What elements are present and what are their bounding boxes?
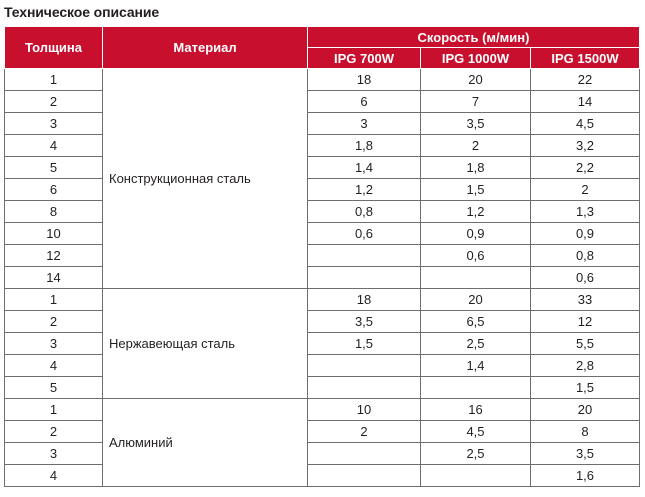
speed-cell: 2,8: [531, 355, 640, 377]
speed-cell: 14: [531, 91, 640, 113]
speed-cell: 1,8: [421, 157, 531, 179]
speed-cell: 5,5: [531, 333, 640, 355]
table-row: [5, 201, 640, 223]
speed-cell: 20: [421, 289, 531, 311]
thickness-cell: 5: [5, 377, 103, 399]
thickness-cell: 3: [5, 333, 103, 355]
speed-cell: 2: [531, 179, 640, 201]
table-row: [5, 223, 640, 245]
thickness-cell: 1: [5, 399, 103, 421]
page-title: Техническое описание: [4, 4, 160, 20]
speed-cell: 2: [421, 135, 531, 157]
speed-cell: 0,9: [421, 223, 531, 245]
speed-cell: 7: [421, 91, 531, 113]
thickness-cell: 2: [5, 91, 103, 113]
thickness-cell: 1: [5, 289, 103, 311]
speed-cell: 10: [308, 399, 421, 421]
table-row: [5, 135, 640, 157]
material-cell: Конструкционная сталь: [103, 69, 308, 289]
thickness-cell: 10: [5, 223, 103, 245]
speed-cell: [308, 377, 421, 399]
speed-cell: 16: [421, 399, 531, 421]
speed-cell: 18: [308, 69, 421, 91]
speed-cell: 33: [531, 289, 640, 311]
table-row: [5, 421, 640, 443]
speed-cell: 0,8: [308, 201, 421, 223]
thickness-cell: 2: [5, 311, 103, 333]
speed-cell: 6: [308, 91, 421, 113]
table-row: [5, 69, 640, 91]
speed-cell: 6,5: [421, 311, 531, 333]
material-cell: Нержавеющая сталь: [103, 289, 308, 399]
speed-cell: 3,5: [531, 443, 640, 465]
speed-cell: 8: [531, 421, 640, 443]
speed-cell: 3,2: [531, 135, 640, 157]
thickness-cell: 8: [5, 201, 103, 223]
table-body: [5, 69, 640, 487]
speed-cell: 20: [421, 69, 531, 91]
table-row: [5, 267, 640, 289]
header-model: IPG 700W: [308, 48, 421, 69]
speed-cell: 1,6: [531, 465, 640, 487]
header-material: Материал: [103, 27, 308, 69]
thickness-cell: 2: [5, 421, 103, 443]
header-thickness: Толщина: [5, 27, 103, 69]
speed-cell: 2,5: [421, 333, 531, 355]
speed-cell: 0,6: [421, 245, 531, 267]
spec-table: [4, 26, 640, 487]
speed-cell: 4,5: [531, 113, 640, 135]
speed-cell: 1,2: [421, 201, 531, 223]
table-row: [5, 157, 640, 179]
speed-cell: 18: [308, 289, 421, 311]
speed-cell: 1,3: [531, 201, 640, 223]
speed-cell: [421, 377, 531, 399]
speed-cell: [308, 245, 421, 267]
table-row: [5, 91, 640, 113]
table-row: [5, 179, 640, 201]
speed-cell: 22: [531, 69, 640, 91]
speed-cell: [421, 267, 531, 289]
thickness-cell: 4: [5, 465, 103, 487]
speed-cell: [421, 465, 531, 487]
speed-cell: 2,5: [421, 443, 531, 465]
thickness-cell: 3: [5, 443, 103, 465]
header-model: IPG 1000W: [421, 48, 531, 69]
header-model: IPG 1500W: [531, 48, 640, 69]
speed-cell: [308, 355, 421, 377]
table-row: [5, 245, 640, 267]
table-row: [5, 377, 640, 399]
speed-cell: 0,9: [531, 223, 640, 245]
thickness-cell: 4: [5, 135, 103, 157]
thickness-cell: 14: [5, 267, 103, 289]
speed-cell: 1,4: [308, 157, 421, 179]
speed-cell: 2,2: [531, 157, 640, 179]
table-row: [5, 465, 640, 487]
speed-cell: 3: [308, 113, 421, 135]
thickness-cell: 1: [5, 69, 103, 91]
table-row: [5, 289, 640, 311]
thickness-cell: 5: [5, 157, 103, 179]
table-row: [5, 333, 640, 355]
speed-cell: 1,8: [308, 135, 421, 157]
speed-cell: 3,5: [308, 311, 421, 333]
speed-cell: 0,6: [308, 223, 421, 245]
speed-cell: 12: [531, 311, 640, 333]
speed-cell: 20: [531, 399, 640, 421]
table-row: [5, 399, 640, 421]
thickness-cell: 3: [5, 113, 103, 135]
table-row: [5, 311, 640, 333]
speed-cell: 4,5: [421, 421, 531, 443]
material-cell: Алюминий: [103, 399, 308, 487]
speed-cell: 1,5: [421, 179, 531, 201]
speed-cell: 1,5: [531, 377, 640, 399]
speed-cell: 2: [308, 421, 421, 443]
speed-cell: [308, 267, 421, 289]
speed-cell: [308, 443, 421, 465]
table-row: [5, 355, 640, 377]
thickness-cell: 4: [5, 355, 103, 377]
speed-cell: 1,4: [421, 355, 531, 377]
table-row: [5, 113, 640, 135]
header-speed: Скорость (м/мин): [308, 27, 640, 48]
speed-cell: 3,5: [421, 113, 531, 135]
speed-cell: 1,2: [308, 179, 421, 201]
table-row: [5, 443, 640, 465]
thickness-cell: 12: [5, 245, 103, 267]
thickness-cell: 6: [5, 179, 103, 201]
speed-cell: [308, 465, 421, 487]
speed-cell: 1,5: [308, 333, 421, 355]
speed-cell: 0,6: [531, 267, 640, 289]
speed-cell: 0,8: [531, 245, 640, 267]
